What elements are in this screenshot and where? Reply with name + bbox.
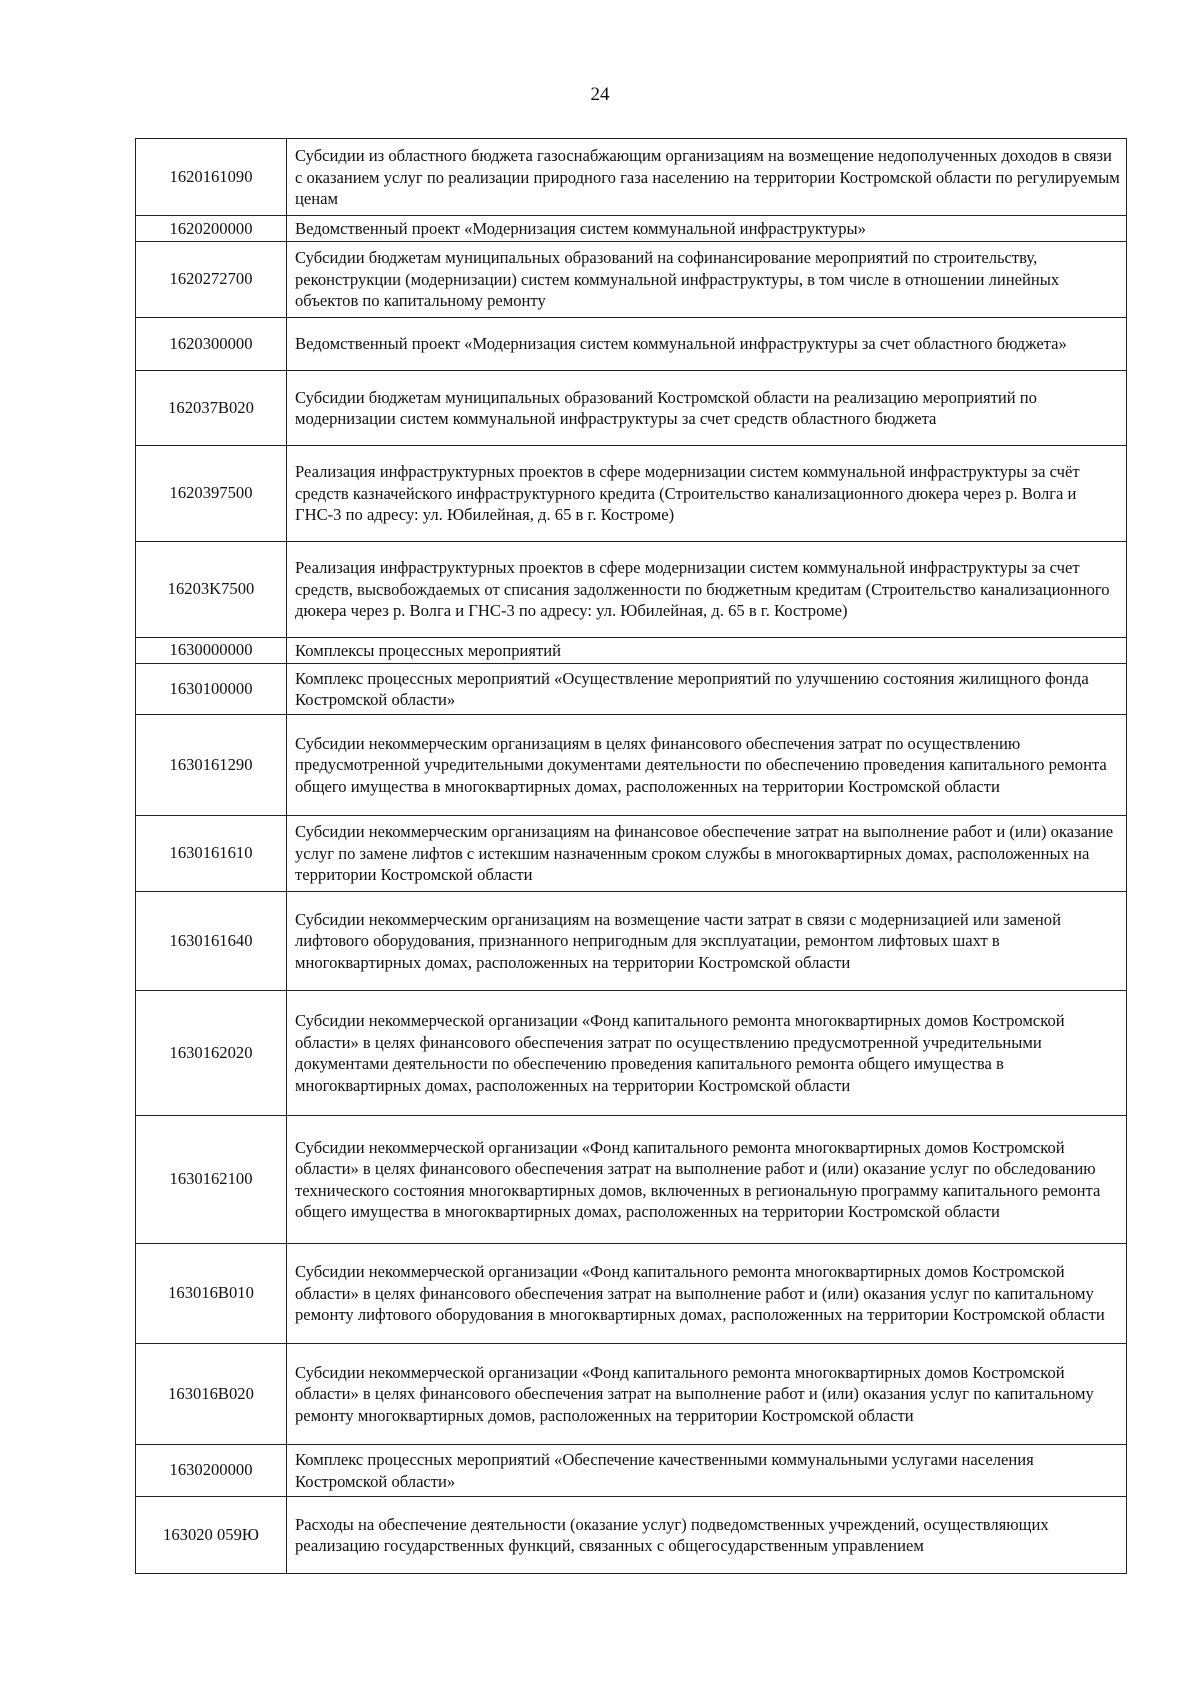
row-code: 1630100000 bbox=[136, 663, 287, 714]
row-description: Реализация инфраструктурных проектов в сфере модернизации систем коммунальной инфраструктуры за счёт средств казначейского инфраструктурного кредита (Строительство канализационного дюкера через р. Волга и ГНС-3 по адресу: ул. Юбилейная, д. 65 в г. Костроме) bbox=[287, 445, 1127, 541]
table-row bbox=[136, 637, 1127, 663]
row-code: 1630161290 bbox=[136, 714, 287, 815]
row-code: 163016B010 bbox=[136, 1243, 287, 1343]
table-row bbox=[136, 714, 1127, 815]
row-description: Субсидии некоммерческой организации «Фонд капитального ремонта многоквартирных домов Костромской области» в целях финансового обеспечения затрат на выполнение работ и (или) оказания услуг по капитальному ремонту многоквартирных домов, расположенных на территории Костромской области bbox=[287, 1343, 1127, 1444]
row-description: Субсидии некоммерческим организациям на возмещение части затрат в связи с модернизацией или заменой лифтового оборудования, признанного непригодным для эксплуатации, ремонтом лифтовых шахт в многоквартирных домах, расположенных на территории Костромской области bbox=[287, 891, 1127, 990]
budget-codes-table bbox=[135, 138, 1127, 1574]
row-description: Ведомственный проект «Модернизация систем коммунальной инфраструктуры» bbox=[287, 216, 1127, 242]
table-row bbox=[136, 1496, 1127, 1573]
table-row bbox=[136, 815, 1127, 891]
table-row bbox=[136, 1343, 1127, 1444]
page-number: 24 bbox=[590, 84, 610, 105]
row-description: Субсидии бюджетам муниципальных образований Костромской области на реализацию мероприятий по модернизации систем коммунальной инфраструктуры за счет средств областного бюджета bbox=[287, 370, 1127, 445]
table-row bbox=[136, 317, 1127, 370]
row-code: 1630161610 bbox=[136, 815, 287, 891]
row-description: Комплекс процессных мероприятий «Обеспечение качественными коммунальными услугами населения Костромской области» bbox=[287, 1444, 1127, 1496]
row-code: 163016B020 bbox=[136, 1343, 287, 1444]
row-description: Реализация инфраструктурных проектов в сфере модернизации систем коммунальной инфраструктуры за счет средств, высвобождаемых от списания задолженности по бюджетным кредитам (Строительство канализационного дюкера через р. Волга и ГНС-3 по адресу: ул. Юбилейная, д. 65 в г. Костроме) bbox=[287, 541, 1127, 637]
row-code: 1630200000 bbox=[136, 1444, 287, 1496]
row-code: 1620397500 bbox=[136, 445, 287, 541]
row-code: 1620200000 bbox=[136, 216, 287, 242]
row-code: 163020 059Ю bbox=[136, 1496, 287, 1573]
row-code: 1630000000 bbox=[136, 637, 287, 663]
row-code: 1620161090 bbox=[136, 139, 287, 216]
row-code: 16203K7500 bbox=[136, 541, 287, 637]
table-row bbox=[136, 370, 1127, 445]
table-row bbox=[136, 1444, 1127, 1496]
row-description: Субсидии некоммерческой организации «Фонд капитального ремонта многоквартирных домов Костромской области» в целях финансового обеспечения затрат по осуществлению предусмотренной учредительными документами деятельности по обеспечению проведения капитального ремонта общего имущества в многоквартирных домах, расположенных на территории Костромской области bbox=[287, 990, 1127, 1115]
table-row bbox=[136, 241, 1127, 317]
row-description: Комплекс процессных мероприятий «Осуществление мероприятий по улучшению состояния жилищного фонда Костромской области» bbox=[287, 663, 1127, 714]
row-code: 1630162020 bbox=[136, 990, 287, 1115]
row-description: Субсидии бюджетам муниципальных образований на софинансирование мероприятий по строительству, реконструкции (модернизации) систем коммунальной инфраструктуры, в том числе в отношении линейных объектов по капитальному ремонту bbox=[287, 241, 1127, 317]
row-description: Комплексы процессных мероприятий bbox=[287, 637, 1127, 663]
table-row bbox=[136, 990, 1127, 1115]
table-row bbox=[136, 663, 1127, 714]
row-code: 1630162100 bbox=[136, 1115, 287, 1243]
row-description: Субсидии некоммерческой организации «Фонд капитального ремонта многоквартирных домов Костромской области» в целях финансового обеспечения затрат на выполнение работ и (или) оказание услуг по обследованию технического состояния многоквартирных домов, включенных в региональную программу капитального ремонта общего имущества в многоквартирных домах, расположенных на территории Костромской области bbox=[287, 1115, 1127, 1243]
table-row bbox=[136, 1243, 1127, 1343]
row-description: Субсидии некоммерческим организациям в целях финансового обеспечения затрат по осуществлению предусмотренной учредительными документами деятельности по обеспечению проведения капитального ремонта общего имущества в многоквартирных домах, расположенных на территории Костромской области bbox=[287, 714, 1127, 815]
row-description: Субсидии некоммерческой организации «Фонд капитального ремонта многоквартирных домов Костромской области» в целях финансового обеспечения затрат на выполнение работ и (или) оказания услуг по капитальному ремонту лифтового оборудования в многоквартирных домах, расположенных на территории Костромской области bbox=[287, 1243, 1127, 1343]
table-row bbox=[136, 139, 1127, 216]
table-row bbox=[136, 891, 1127, 990]
row-description: Субсидии из областного бюджета газоснабжающим организациям на возмещение недополученных доходов в связи с оказанием услуг по реализации природного газа населению на территории Костромской области по регулируемым ценам bbox=[287, 139, 1127, 216]
table-row bbox=[136, 1115, 1127, 1243]
table-row bbox=[136, 541, 1127, 637]
row-code: 1620300000 bbox=[136, 317, 287, 370]
row-description: Ведомственный проект «Модернизация систем коммунальной инфраструктуры за счет областного бюджета» bbox=[287, 317, 1127, 370]
row-code: 1620272700 bbox=[136, 241, 287, 317]
row-code: 1630161640 bbox=[136, 891, 287, 990]
table-row bbox=[136, 445, 1127, 541]
row-code: 162037B020 bbox=[136, 370, 287, 445]
table-row bbox=[136, 216, 1127, 242]
row-description: Расходы на обеспечение деятельности (оказание услуг) подведомственных учреждений, осуществляющих реализацию государственных функций, связанных с общегосударственным управлением bbox=[287, 1496, 1127, 1573]
row-description: Субсидии некоммерческим организациям на финансовое обеспечение затрат на выполнение работ и (или) оказание услуг по замене лифтов с истекшим назначенным сроком службы в многоквартирных домах, расположенных на территории Костромской области bbox=[287, 815, 1127, 891]
